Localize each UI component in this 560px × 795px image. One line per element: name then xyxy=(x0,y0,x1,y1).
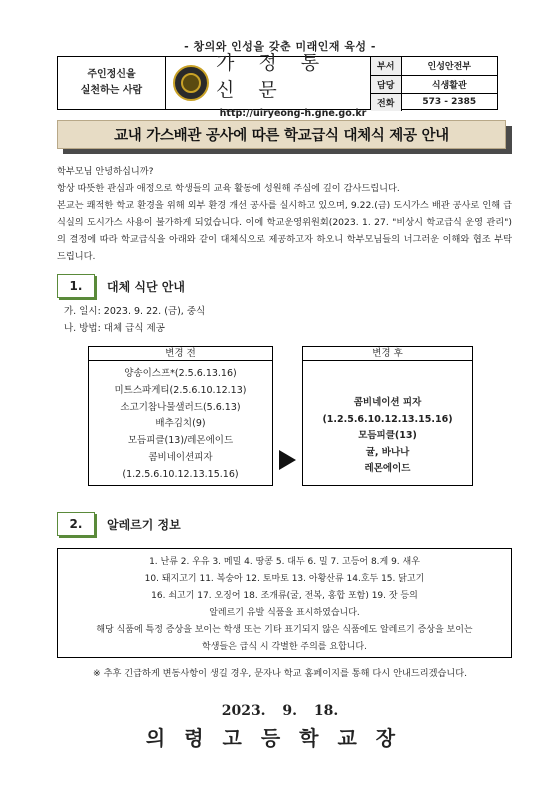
arrow-right-icon xyxy=(279,450,296,470)
intro-paragraphs xyxy=(57,180,512,265)
banner-title: 교내 가스배관 공사에 따른 학교급식 대체식 제공 안내 xyxy=(114,128,449,144)
manager-label: 담당 xyxy=(371,75,401,93)
menu-after-item: 콤비네이션 피자 xyxy=(353,397,422,408)
section-1-number: 1. xyxy=(57,274,95,298)
newsletter-title: 가 정 통 신 문 xyxy=(216,51,329,101)
allergy-info-box xyxy=(57,548,512,658)
menu-before-label: 변경 전 xyxy=(89,347,272,361)
menu-after-item: 레몬에이드 xyxy=(364,463,411,474)
dept-label: 부서 xyxy=(371,57,401,75)
menu-before-item: 미트스파게티(2.5.6.10.12.13) xyxy=(114,384,247,396)
menu-before-box xyxy=(88,346,273,486)
info-row-phone xyxy=(371,93,497,111)
meal-date: 가. 일시: 2023. 9. 22. (금), 중식 xyxy=(64,306,206,317)
school-motto xyxy=(58,57,166,109)
banner-box xyxy=(57,120,506,149)
menu-after-item: 모듬피클(13) xyxy=(358,430,417,441)
menu-before-item: (1.2.5.6.10.12.13.15.16) xyxy=(122,468,239,480)
menu-after-item: 귤, 바나나 xyxy=(365,446,410,458)
menu-before-list xyxy=(89,361,272,484)
title-banner xyxy=(57,120,512,154)
greeting: 학부모님 안녕하십니까? xyxy=(57,166,154,177)
meal-method: 나. 방법: 대체 급식 제공 xyxy=(64,323,165,334)
allergy-line: 학생들은 급식 시 각별한 주의를 요합니다. xyxy=(202,642,367,652)
school-emblem-icon xyxy=(173,65,209,101)
info-row-dept xyxy=(371,57,497,75)
allergy-line: 16. 쇠고기 17. 오징어 18. 조개류(굴, 전복, 홍합 포함) 19. 잣 등의 xyxy=(151,591,418,601)
allergy-line: 해당 식품에 특정 증상을 보이는 학생 또는 기타 표기되지 않은 식품에도 알레르기 증상을 보이는 xyxy=(96,625,473,635)
menu-before-item: 콤비네이션피자 xyxy=(148,451,213,463)
title-cell xyxy=(216,51,371,119)
allergy-line: 알레르기 유발 식품을 표시하였습니다. xyxy=(209,608,360,618)
intro-paragraph-1: 항상 따뜻한 관심과 애정으로 학생들의 교육 활동에 성원해 주심에 깊이 감사드립니다. xyxy=(57,183,400,194)
menu-after-label: 변경 후 xyxy=(303,347,472,361)
footer-notice: ※ 추후 긴급하게 변동사항이 생길 경우, 문자나 학교 홈페이지를 통해 다시 안내드리겠습니다. xyxy=(92,668,468,679)
dept-value: 인성안전부 xyxy=(401,57,497,75)
motto-line-1: 주인정신을 xyxy=(87,69,136,80)
phone-value: 573 - 2385 xyxy=(422,97,477,108)
logo-cell xyxy=(166,57,216,109)
section-1-heading xyxy=(57,274,185,298)
issue-date: 2023. 9. 18. xyxy=(221,703,339,719)
menu-before-item: 소고기참나물샐러드(5.6.13) xyxy=(120,401,241,413)
manager-value: 식생활관 xyxy=(401,75,497,93)
school-url[interactable]: http://uiryeong-h.gne.go.kr xyxy=(219,107,367,119)
section-2-number: 2. xyxy=(57,512,95,536)
slogan: - 창의와 인성을 갖춘 미래인재 육성 - xyxy=(184,40,376,53)
menu-after-list xyxy=(303,361,472,478)
section-1-title: 대체 식단 안내 xyxy=(107,279,185,294)
contact-info-table xyxy=(371,57,497,111)
intro-paragraph-2: 본교는 쾌적한 학교 환경을 위해 외부 환경 개선 공사를 실시하고 있으며, 9.22.(금) 도시가스 배관 공사로 인해 급식실의 도시가스 사용이 불가하게 되었습니다. 이에 학교운영위원회(2023. 1. 27. "비상시 학교급식 운영 관리")의 결정에 따라 학교급식을 아래와 같이 대체식으로 제공하고자 하오니 학부모님들의 너그러운 이해와 협조 부탁드립니다. xyxy=(57,200,512,262)
allergy-line: 10. 돼지고기 11. 복숭아 12. 토마토 13. 아황산류 14.호두 15. 닭고기 xyxy=(144,574,425,584)
phone-label: 전화 xyxy=(371,93,401,111)
letter-header xyxy=(57,51,498,119)
info-row-manager xyxy=(371,75,497,93)
motto-line-2: 실천하는 사람 xyxy=(80,85,143,96)
allergy-line: 1. 난류 2. 우유 3. 메밀 4. 땅콩 5. 대두 6. 밀 7. 고등어 8.게 9. 새우 xyxy=(149,557,420,567)
menu-before-item: 양송이스프*(2.5.6.13.16) xyxy=(124,368,237,379)
section-2-heading xyxy=(57,512,181,536)
menu-after-item: (1.2.5.6.10.12.13.15.16) xyxy=(322,413,453,425)
school-signature: 의령고등학교장 xyxy=(145,726,415,750)
menu-before-item: 배추김치(9) xyxy=(155,418,206,430)
menu-after-box xyxy=(302,346,473,486)
section-2-title: 알레르기 정보 xyxy=(107,517,181,532)
menu-before-item: 모듬피클(13)/레몬에이드 xyxy=(127,435,234,447)
